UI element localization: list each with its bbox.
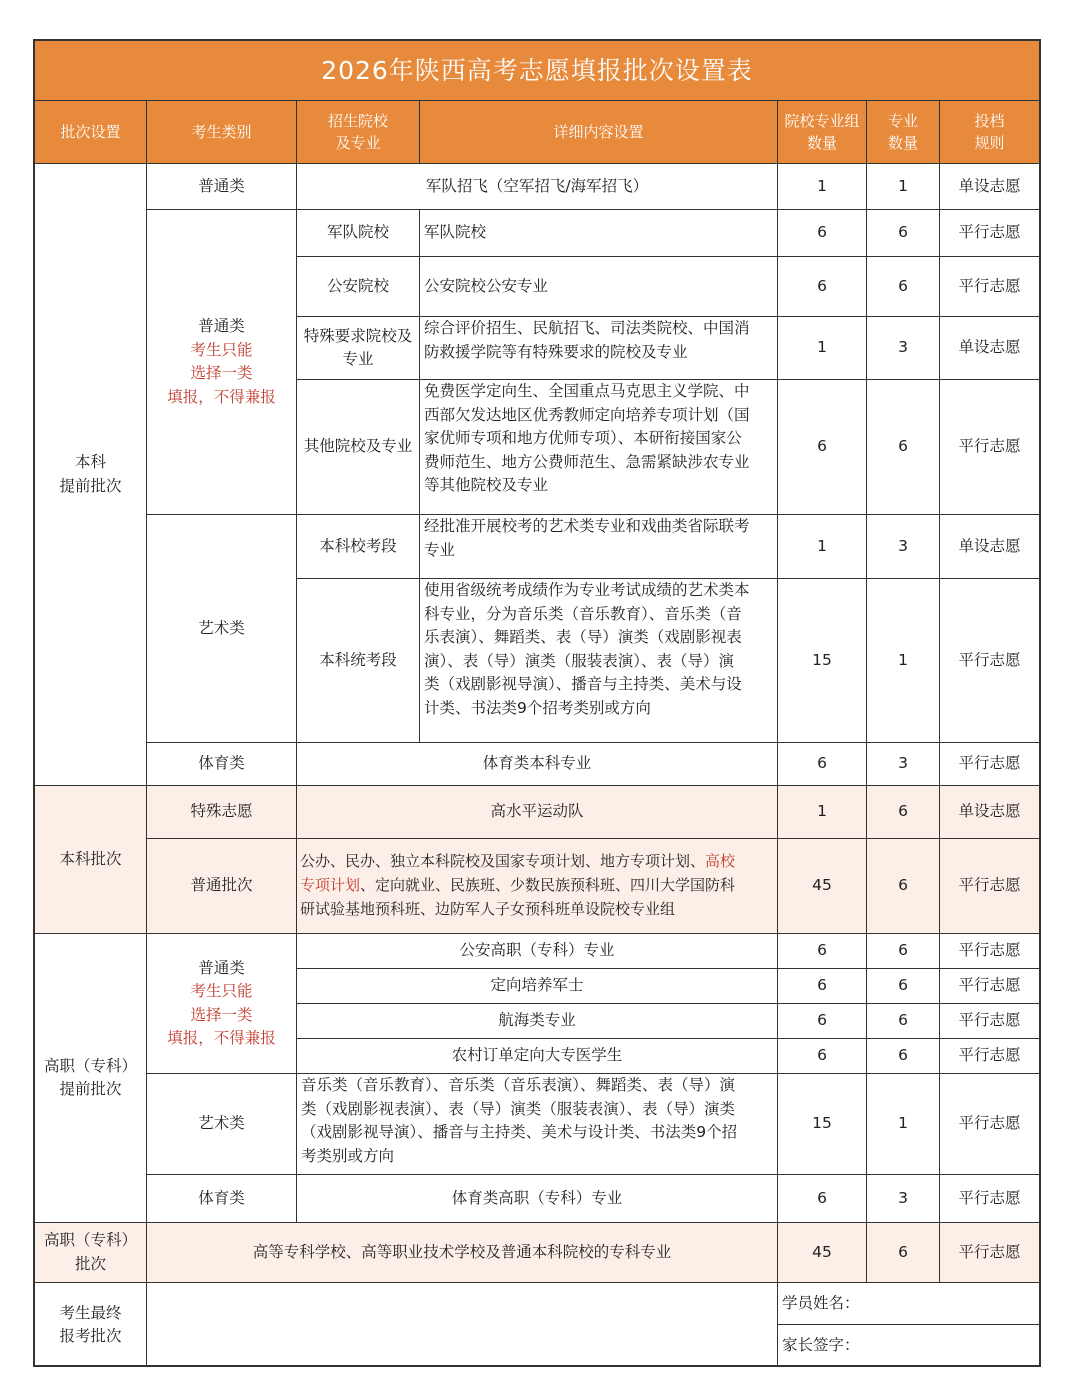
r10-detail-red1: 高校 — [705, 852, 736, 870]
r10-detail-part1: 公办、民办、独立本科院校及国家专项计划、地方专项计划、 — [300, 852, 706, 870]
r16-majors: 3 — [867, 1175, 940, 1223]
header-majors-line1: 专业 — [887, 112, 918, 130]
r15-detail-line3: （戏剧影视导演）、播音与主持类、美术与设计类、书法类9个招 — [301, 1123, 738, 1141]
r8-detail: 体育类本科专业 — [297, 743, 778, 786]
r10-majors: 6 — [867, 839, 940, 934]
r13-groups: 6 — [778, 1004, 867, 1039]
r12-rule: 平行志愿 — [940, 969, 1039, 1004]
header-rule-line2: 规则 — [974, 134, 1005, 152]
parent-sign-field[interactable] — [778, 1325, 1039, 1367]
header-type: 考生类别 — [147, 101, 297, 164]
zhi-only-one-line3: 填报，不得兼报 — [167, 1029, 276, 1047]
only-one-line3: 填报，不得兼报 — [167, 387, 276, 406]
type-normal-batch: 普通批次 — [147, 839, 297, 934]
r1-rule: 单设志愿 — [940, 164, 1039, 210]
r5-detail — [420, 380, 778, 515]
r16-detail: 体育类高职（专科）专业 — [297, 1175, 778, 1223]
header-detail: 详细内容设置 — [420, 101, 778, 164]
r14-rule: 平行志愿 — [940, 1039, 1039, 1074]
r5-majors: 6 — [867, 380, 940, 515]
r17-detail: 高等专科学校、高等职业技术学校及普通本科院校的专科专业 — [147, 1223, 778, 1283]
only-one-line1: 考生只能 — [190, 340, 253, 359]
r1-detail: 军队招飞（空军招飞/海军招飞） — [297, 164, 778, 210]
batch-zhi-early-line2: 提前批次 — [59, 1080, 122, 1098]
r11-rule: 平行志愿 — [940, 934, 1039, 969]
r5-rule: 平行志愿 — [940, 380, 1039, 515]
r14-detail: 农村订单定向大专医学生 — [297, 1039, 778, 1074]
r17-majors: 6 — [867, 1223, 940, 1283]
r6-detail-line2: 专业 — [424, 540, 456, 559]
r3-majors: 6 — [867, 257, 940, 317]
type-putong-group — [147, 210, 297, 515]
r5-school: 其他院校及专业 — [297, 380, 420, 515]
final-batch-input[interactable] — [147, 1283, 778, 1367]
batch-zhi — [35, 1223, 147, 1283]
r17-groups: 45 — [778, 1223, 867, 1283]
r6-detail — [420, 515, 778, 579]
batch-ben-early-line2: 提前批次 — [59, 476, 122, 495]
r7-detail-line4: 演）、表（导）演类（服装表演）、表（导）演 — [424, 651, 735, 670]
r10-rule: 平行志愿 — [940, 839, 1039, 934]
r15-groups: 15 — [778, 1074, 867, 1175]
student-name-label: 学员姓名： — [782, 1293, 860, 1312]
header-school-line1: 招生院校 — [327, 112, 388, 130]
batch-final — [35, 1283, 147, 1367]
batch-zhi-line2: 批次 — [74, 1254, 106, 1273]
header-groups-line2: 数量 — [806, 134, 837, 152]
batch-zhi-line1: 高职（专科） — [43, 1231, 137, 1249]
r11-groups: 6 — [778, 934, 867, 969]
r11-majors: 6 — [867, 934, 940, 969]
zhi-only-one-line1: 考生只能 — [190, 982, 253, 1000]
r14-majors: 6 — [867, 1039, 940, 1074]
header-groups — [778, 101, 867, 164]
r7-detail-line1: 使用省级统考成绩作为专业考试成绩的艺术类本 — [424, 581, 750, 599]
r12-detail: 定向培养军士 — [297, 969, 778, 1004]
header-batch: 批次设置 — [35, 101, 147, 164]
batch-final-line1: 考生最终 — [59, 1303, 122, 1322]
batch-ben-early — [35, 164, 147, 786]
r5-detail-line3: 家优师专项和地方优师专项）、本研衔接国家公 — [424, 429, 742, 447]
r10-detail — [297, 839, 778, 934]
r4-detail — [420, 317, 778, 380]
r6-majors: 3 — [867, 515, 940, 579]
r7-groups: 15 — [778, 579, 867, 743]
r4-school-line1: 特殊要求院校及 — [303, 326, 413, 345]
batch-zhi-early-line1: 高职（专科） — [43, 1056, 137, 1075]
r15-detail-line4: 考类别或方向 — [301, 1146, 395, 1165]
header-rule — [940, 101, 1039, 164]
r10-detail-red2: 专项计划 — [300, 876, 361, 894]
header-majors — [867, 101, 940, 164]
r2-school: 军队院校 — [297, 210, 420, 257]
r7-school: 本科统考段 — [297, 579, 420, 743]
table-title: 2026年陕西高考志愿填报批次设置表 — [35, 41, 1039, 101]
batch-final-line2: 报考批次 — [59, 1327, 122, 1345]
header-majors-line2: 数量 — [887, 134, 918, 152]
header-groups-line1: 院校专业组 — [784, 112, 860, 130]
r8-rule: 平行志愿 — [940, 743, 1039, 786]
only-one-line2: 选择一类 — [190, 364, 253, 382]
r10-detail-part3: 研试验基地预科班、边防军人子女预科班单设院校专业组 — [300, 900, 676, 918]
r13-majors: 6 — [867, 1004, 940, 1039]
r1-groups: 1 — [778, 164, 867, 210]
r9-detail: 高水平运动队 — [297, 786, 778, 839]
r3-groups: 6 — [778, 257, 867, 317]
r4-school-line2: 专业 — [342, 350, 374, 368]
r5-detail-line5: 等其他院校及专业 — [424, 476, 549, 494]
r5-detail-line2: 西部欠发达地区优秀教师定向培养专项计划（国 — [424, 405, 750, 424]
type-special: 特殊志愿 — [147, 786, 297, 839]
r6-school: 本科校考段 — [297, 515, 420, 579]
header-school — [297, 101, 420, 164]
r4-majors: 3 — [867, 317, 940, 380]
r16-groups: 6 — [778, 1175, 867, 1223]
r11-detail: 公安高职（专科）专业 — [297, 934, 778, 969]
type-sport-r8: 体育类 — [147, 743, 297, 786]
r15-detail — [297, 1074, 778, 1175]
type-art: 艺术类 — [147, 515, 297, 743]
type-putong-zhi-group — [147, 934, 297, 1074]
r4-school — [297, 317, 420, 380]
r15-rule: 平行志愿 — [940, 1074, 1039, 1175]
r9-rule: 单设志愿 — [940, 786, 1039, 839]
r13-detail: 航海类专业 — [297, 1004, 778, 1039]
r2-rule: 平行志愿 — [940, 210, 1039, 257]
batch-ben: 本科批次 — [35, 786, 147, 934]
r3-rule: 平行志愿 — [940, 257, 1039, 317]
type-putong-label: 普通类 — [198, 317, 245, 335]
zhi-only-one-line2: 选择一类 — [190, 1005, 253, 1024]
header-school-line2: 及专业 — [335, 134, 381, 152]
r7-detail-line6: 计类、书法类9个招考类别或方向 — [424, 698, 651, 717]
r8-groups: 6 — [778, 743, 867, 786]
r4-groups: 1 — [778, 317, 867, 380]
r10-groups: 45 — [778, 839, 867, 934]
type-putong-r1: 普通类 — [147, 164, 297, 210]
r12-majors: 6 — [867, 969, 940, 1004]
r12-groups: 6 — [778, 969, 867, 1004]
r10-detail-part2: 、定向就业、民族班、少数民族预科班、四川大学国防科 — [360, 876, 736, 894]
r6-rule: 单设志愿 — [940, 515, 1039, 579]
r15-majors: 1 — [867, 1074, 940, 1175]
r16-rule: 平行志愿 — [940, 1175, 1039, 1223]
batch-zhi-early — [35, 934, 147, 1223]
r6-detail-line1: 经批准开展校考的艺术类专业和戏曲类省际联考 — [424, 517, 750, 535]
r6-groups: 1 — [778, 515, 867, 579]
r17-rule: 平行志愿 — [940, 1223, 1039, 1283]
r2-detail: 军队院校 — [420, 210, 778, 257]
r2-majors: 6 — [867, 210, 940, 257]
r3-detail: 公安院校公安专业 — [420, 257, 778, 317]
r8-majors: 3 — [867, 743, 940, 786]
r9-majors: 6 — [867, 786, 940, 839]
type-art-zhi: 艺术类 — [147, 1074, 297, 1175]
r2-groups: 6 — [778, 210, 867, 257]
r7-majors: 1 — [867, 579, 940, 743]
r3-school: 公安院校 — [297, 257, 420, 317]
type-sport-zhi: 体育类 — [147, 1175, 297, 1223]
student-name-field[interactable] — [778, 1283, 1039, 1325]
parent-sign-label: 家长签字： — [782, 1336, 860, 1355]
r7-detail-line3: 乐表演）、舞蹈类、表（导）演类（戏剧影视表 — [424, 628, 742, 646]
r4-rule: 单设志愿 — [940, 317, 1039, 380]
r7-detail-line2: 科专业，分为音乐类（音乐教育）、音乐类（音 — [424, 604, 742, 623]
r7-rule: 平行志愿 — [940, 579, 1039, 743]
r4-detail-line1: 综合评价招生、民航招飞、司法类院校、中国消 — [424, 319, 750, 337]
batch-ben-early-line1: 本科 — [74, 453, 106, 471]
r13-rule: 平行志愿 — [940, 1004, 1039, 1039]
header-rule-line1: 投档 — [974, 112, 1005, 130]
r4-detail-line2: 防救援学院等有特殊要求的院校及专业 — [424, 342, 688, 361]
r5-groups: 6 — [778, 380, 867, 515]
type-putong-zhi-label: 普通类 — [198, 958, 245, 977]
r7-detail-line5: 类（戏剧影视导演）、播音与主持类、美术与设 — [424, 675, 742, 693]
r7-detail — [420, 579, 778, 743]
r14-groups: 6 — [778, 1039, 867, 1074]
r15-detail-line1: 音乐类（音乐教育）、音乐类（音乐表演）、舞蹈类、表（导）演 — [301, 1076, 736, 1094]
r5-detail-line4: 费师范生、地方公费师范生、急需紧缺涉农专业 — [424, 452, 750, 471]
r9-groups: 1 — [778, 786, 867, 839]
batch-settings-table — [33, 39, 1041, 1367]
r1-majors: 1 — [867, 164, 940, 210]
r5-detail-line1: 免费医学定向生、全国重点马克思主义学院、中 — [424, 382, 750, 400]
r15-detail-line2: 类（戏剧影视表演）、表（导）演类（服装表演）、表（导）演类 — [301, 1099, 736, 1118]
